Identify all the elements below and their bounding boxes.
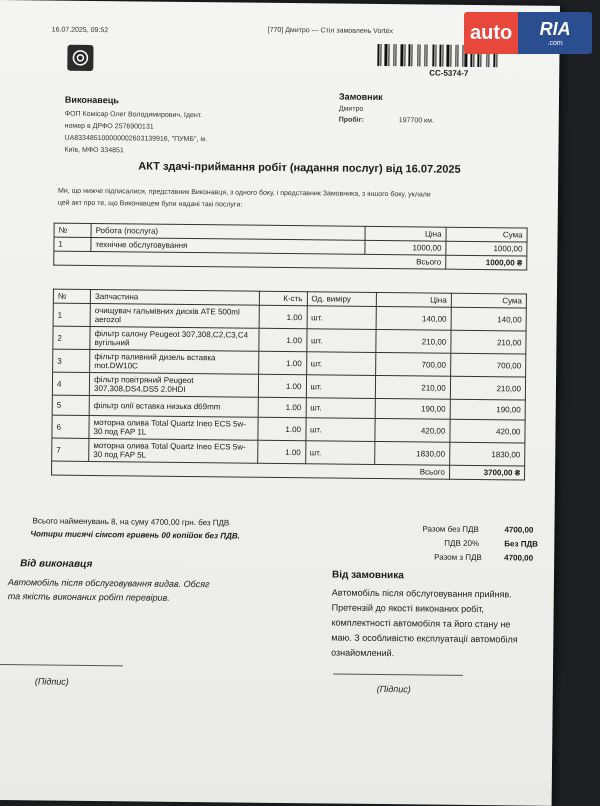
row-part-name: фільтр олії вставка низька d69mm xyxy=(89,395,259,417)
row-qty: 1.00 xyxy=(259,374,306,397)
executor-line: ФОП Комісар Олег Володимирович, Ідент. xyxy=(64,110,203,120)
row-sum: 700,00 xyxy=(450,353,525,377)
row-no: 1 xyxy=(53,303,90,326)
row-unit: шт. xyxy=(306,375,375,399)
row-part-name: фільтр повітряний Peugeot 307,308,DS4,DS5 2.0HDI xyxy=(89,372,259,397)
row-unit: шт. xyxy=(306,329,375,353)
row-price: 420,00 xyxy=(375,418,450,442)
summary-in-words: Чотири тисячі сімсот гривень 00 копійок без ПДВ. xyxy=(30,529,240,541)
intro-text xyxy=(58,186,528,215)
row-unit: шт. xyxy=(305,418,374,442)
row-part-name: моторна олива Total Quartz Ineo ECS 5w-30 под FAP 1L xyxy=(89,415,259,440)
row-no: 3 xyxy=(53,349,90,372)
row-no: 7 xyxy=(52,438,89,461)
executor-details xyxy=(64,109,207,158)
row-price: 210,00 xyxy=(375,375,450,399)
row-sum: 420,00 xyxy=(450,419,525,443)
row-price: 1830,00 xyxy=(374,441,449,465)
from-executor-line: та якість виконаних робіт перевірив. xyxy=(7,591,170,603)
company-logo xyxy=(67,45,93,71)
customer-signature-caption: (Підпис) xyxy=(376,683,411,695)
row-price: 190,00 xyxy=(375,398,450,419)
total-with-vat-value: 4700,00 xyxy=(504,553,534,563)
col-header-part: Запчастина xyxy=(90,289,259,305)
row-work-name: технічне обслуговування xyxy=(91,237,365,254)
barcode-bar xyxy=(377,44,379,66)
barcode-bar xyxy=(397,44,399,66)
col-header-work: Робота (послуга) xyxy=(91,223,365,240)
row-price: 1000,00 xyxy=(365,240,446,255)
barcode-bar xyxy=(400,44,403,66)
row-sum: 210,00 xyxy=(450,376,525,400)
gear-logo-icon xyxy=(71,49,89,67)
barcode-bar xyxy=(432,45,434,67)
watermark-ria-text: RIA xyxy=(539,19,571,39)
col-header-price: Ціна xyxy=(376,292,451,307)
from-executor-line: Автомобіль після обслуговування видав. Обсяг xyxy=(7,577,210,590)
col-header-sum: Сума xyxy=(451,293,526,308)
col-header-sum: Сума xyxy=(446,227,527,242)
customer-heading: Замовник xyxy=(338,91,383,103)
watermark-ria-block xyxy=(518,12,592,54)
row-qty: 1.00 xyxy=(259,351,306,374)
col-header-unit: Од. виміру xyxy=(307,292,376,307)
row-unit: шт. xyxy=(305,441,374,465)
vat-label: ПДВ 20% xyxy=(444,538,480,549)
executor-line: номер в ДРФО 2576900131 xyxy=(64,122,154,131)
barcode-bar xyxy=(439,45,441,67)
row-sum: 140,00 xyxy=(451,307,526,331)
from-customer-line: маю. З особливістю експлуатації автомобіля xyxy=(331,632,518,645)
customer-name: Дмитро xyxy=(338,105,364,113)
from-executor-text xyxy=(8,575,210,605)
row-unit: шт. xyxy=(306,352,375,376)
barcode-bar xyxy=(413,44,416,66)
works-total-label: Всього xyxy=(54,251,446,269)
barcode-bar xyxy=(384,44,387,66)
mileage-value: 197700 км. xyxy=(398,117,434,125)
parts-total-label: Всього xyxy=(52,461,450,479)
row-part-name: моторна олива Total Quartz Ineo ECS 5w-30 под FAP 5L xyxy=(89,438,259,463)
barcode-bar xyxy=(452,45,454,67)
row-no: 4 xyxy=(52,372,89,395)
row-sum: 1830,00 xyxy=(449,442,524,466)
parts-total-value: 3700,00 ₴ xyxy=(449,465,524,480)
row-no: 5 xyxy=(52,395,89,415)
intro-line: цей акт про те, що Виконавцем були надані такі послуги: xyxy=(57,199,243,209)
works-table xyxy=(53,223,527,271)
barcode-bar xyxy=(421,44,423,66)
row-price: 140,00 xyxy=(376,306,451,330)
row-sum: 190,00 xyxy=(450,399,525,420)
row-sum: 1000,00 xyxy=(446,241,527,256)
document-reference: [770] Дмитро — Стіл замовлень Vortex xyxy=(267,26,394,36)
row-price: 700,00 xyxy=(375,352,450,376)
row-part-name: очищувач гальмівних дисків ATE 500ml aerozol xyxy=(90,303,260,328)
mileage-label: Пробіг: xyxy=(338,116,364,124)
col-header-price: Ціна xyxy=(365,226,446,241)
row-price: 210,00 xyxy=(375,329,450,353)
col-header-qty: К-сть xyxy=(260,291,307,305)
document-code: CC-5374-7 xyxy=(429,68,469,78)
parts-table xyxy=(51,289,527,481)
row-unit: шт. xyxy=(306,398,375,419)
row-sum: 210,00 xyxy=(451,330,526,354)
executor-heading: Виконавець xyxy=(64,94,119,106)
customer-signature-line xyxy=(333,674,463,676)
summary-count: Всього найменувань 8, на суму 4700,00 грн. без ПДВ xyxy=(32,516,230,528)
from-customer-text xyxy=(331,586,518,663)
row-qty: 1.00 xyxy=(258,417,305,440)
col-header-no: № xyxy=(53,289,90,303)
vat-value: Без ПДВ xyxy=(504,539,539,549)
row-qty: 1.00 xyxy=(259,305,306,328)
row-no: 2 xyxy=(53,326,90,349)
print-datetime: 16.07.2025, 09:52 xyxy=(51,26,109,35)
from-customer-line: Автомобіль після обслуговування прийняв. xyxy=(331,587,512,600)
executor-line: UA833485100000002603139916, "ПУМБ", м. xyxy=(64,134,208,144)
total-with-vat-label: Разом з ПДВ xyxy=(434,552,482,563)
from-customer-line: Претензій до якості виконаних робіт, xyxy=(331,602,484,615)
row-part-name: фільтр салону Peugeot 307,308,C2,C3,C4 вугільний xyxy=(90,326,260,351)
from-executor-heading: Від виконавця xyxy=(20,558,93,570)
row-qty: 1.00 xyxy=(259,328,306,351)
document-title: АКТ здачі-приймання робіт (надання послуг) від 16.07.2025 xyxy=(138,160,461,176)
row-no: 1 xyxy=(54,237,91,251)
barcode-bar xyxy=(428,44,431,66)
row-no: 6 xyxy=(52,415,89,438)
total-without-vat-value: 4700,00 xyxy=(504,525,534,535)
from-customer-line: ознайомлений. xyxy=(331,647,395,659)
executor-signature-caption: (Підпис) xyxy=(34,676,69,687)
autoria-watermark xyxy=(464,12,592,54)
watermark-domain-text: .com xyxy=(547,40,563,47)
row-part-name: фільтр паливний дизель вставка mot.DW10C xyxy=(90,349,260,374)
from-customer-line: комплектності автомобіля та його стану не xyxy=(331,617,511,630)
executor-line: Київ, МФО 334851 xyxy=(64,146,124,155)
col-header-no: № xyxy=(54,223,91,237)
row-qty: 1.00 xyxy=(258,440,305,463)
total-without-vat-label: Разом без ПДВ xyxy=(422,524,479,535)
barcode-bar xyxy=(408,44,410,66)
from-customer-heading: Від замовника xyxy=(331,569,404,582)
watermark-auto-text: auto xyxy=(464,12,518,54)
row-unit: шт. xyxy=(307,306,376,330)
barcode-bar xyxy=(446,45,449,67)
executor-signature-line xyxy=(0,664,123,666)
row-qty: 1.00 xyxy=(259,397,306,417)
intro-line: Ми, що нижче підписалися, представник Виконавця, з одного боку, і представник Замовника, з іншого боку, уклали xyxy=(57,187,431,199)
works-total-value: 1000,00 ₴ xyxy=(446,255,527,270)
barcode-bar xyxy=(459,45,461,67)
barcode-bar xyxy=(390,44,392,66)
